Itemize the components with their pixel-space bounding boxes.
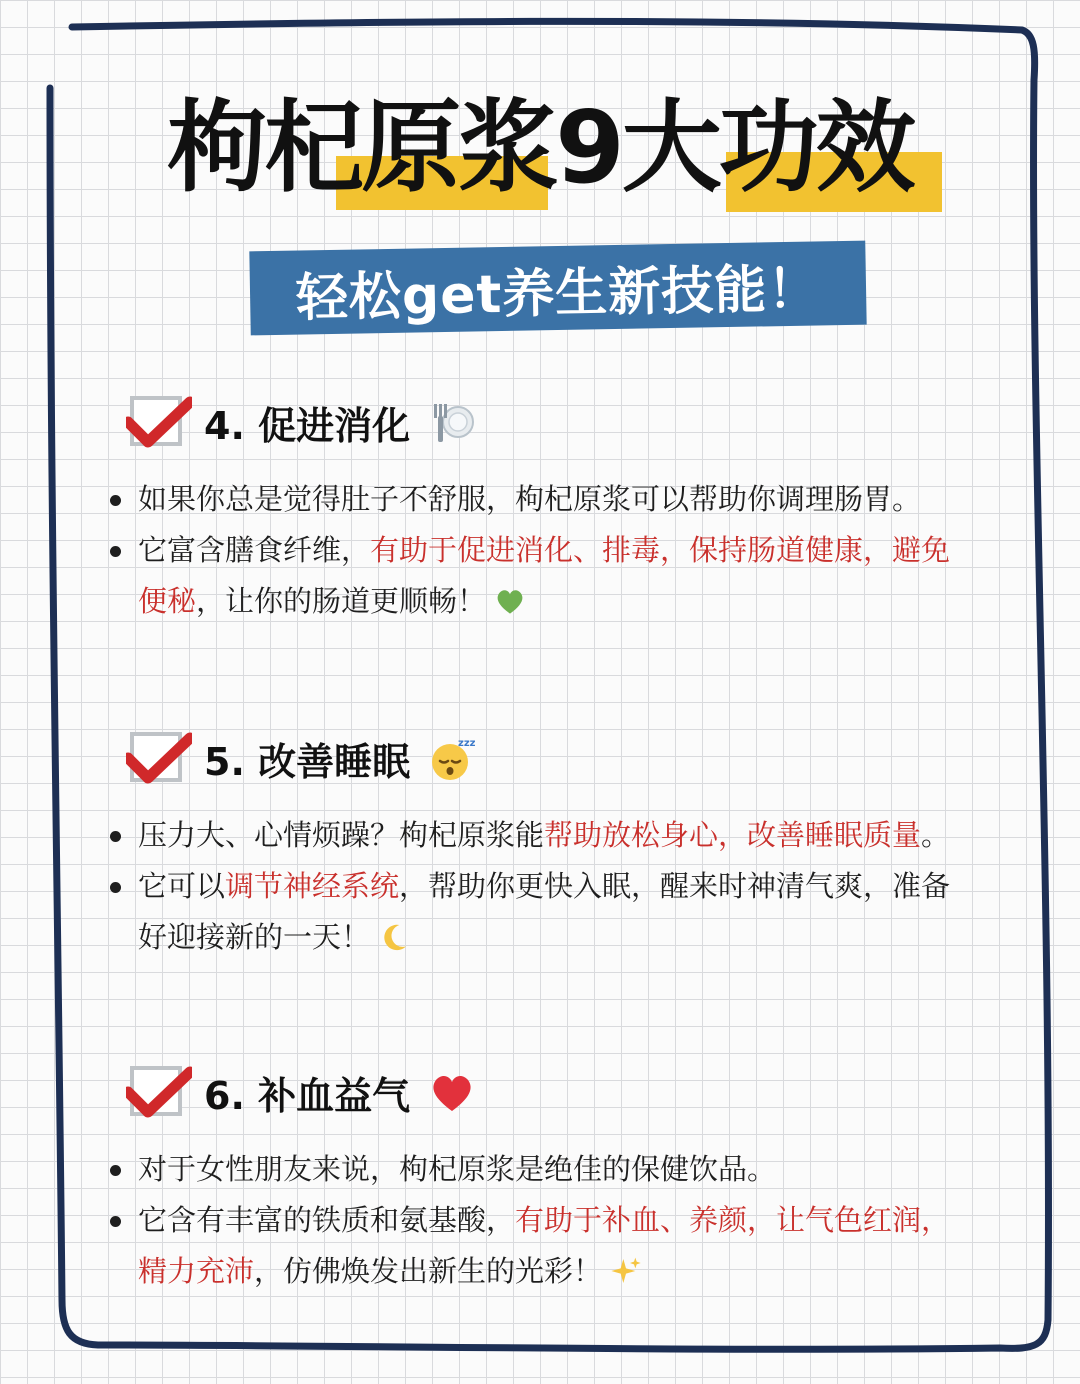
highlight-text: 有助于补血、养颜，让气色红润，精力充沛 [138,1203,951,1288]
body-text: ，仿佛焕发出新生的光彩！ [254,1254,603,1288]
bullet-item [108,810,978,861]
subtitle-banner [249,241,866,336]
bullet-item [108,474,978,525]
section-heading [126,1062,476,1122]
sparkles-icon [610,1252,642,1284]
body-text: 对于女性朋友来说，枸杞原浆是绝佳的保健饮品。 [138,1152,777,1186]
fork-plate-icon [428,398,476,446]
sleeping-face-icon [428,734,476,782]
body-text: 如果你总是觉得肚子不舒服，枸杞原浆可以帮助你调理肠胃。 [138,482,922,516]
section-title: 5. 改善睡眠 [204,739,411,784]
svg-text:zzz: zzz [458,738,476,749]
highlight-text: 调节神经系统 [225,869,400,903]
page-title [0,78,1080,218]
highlight-text: 有助于促进消化、排毒，保持肠道健康，避免便秘 [138,533,951,618]
red-heart-icon [428,1068,476,1116]
body-text: 它可以 [138,869,226,903]
bullet-item [108,525,978,627]
crescent-moon-icon [378,918,410,950]
bullet-item [108,1195,978,1297]
bullet-list [108,1144,978,1297]
bullet-item [108,861,978,963]
title-part-1: 枸杞 [167,89,362,206]
body-text: 。 [921,818,951,852]
body-text: 它富含膳食纤维， [138,533,371,567]
bullet-list [108,474,978,627]
checkmark-icon [126,728,192,788]
checkmark-icon [126,1062,192,1122]
title-part-2: 原浆 [361,89,556,206]
section-title: 6. 补血益气 [204,1073,411,1118]
section-title: 4. 促进消化 [204,403,411,448]
checkmark-icon [126,392,192,452]
title-part-4: 功效 [718,89,913,206]
body-text: 它含有丰富的铁质和氨基酸， [138,1203,516,1237]
body-text: 压力大、心情烦躁？枸杞原浆能 [138,818,545,852]
title-block [0,78,1080,228]
body-text: ，帮助你更快入眠，醒来时神清气爽，准备好迎接新的一天！ [138,869,951,954]
title-part-3: 9大 [555,89,719,206]
body-text: ，让你的肠道更顺畅！ [196,584,487,618]
banner-text: 轻松get养生新技能！ [295,258,821,329]
section-heading [126,728,476,788]
bullet-list [108,810,978,963]
green-heart-icon [494,582,526,614]
highlight-text: 帮助放松身心，改善睡眠质量 [544,818,922,852]
bullet-item [108,1144,978,1195]
section-heading [126,392,476,452]
